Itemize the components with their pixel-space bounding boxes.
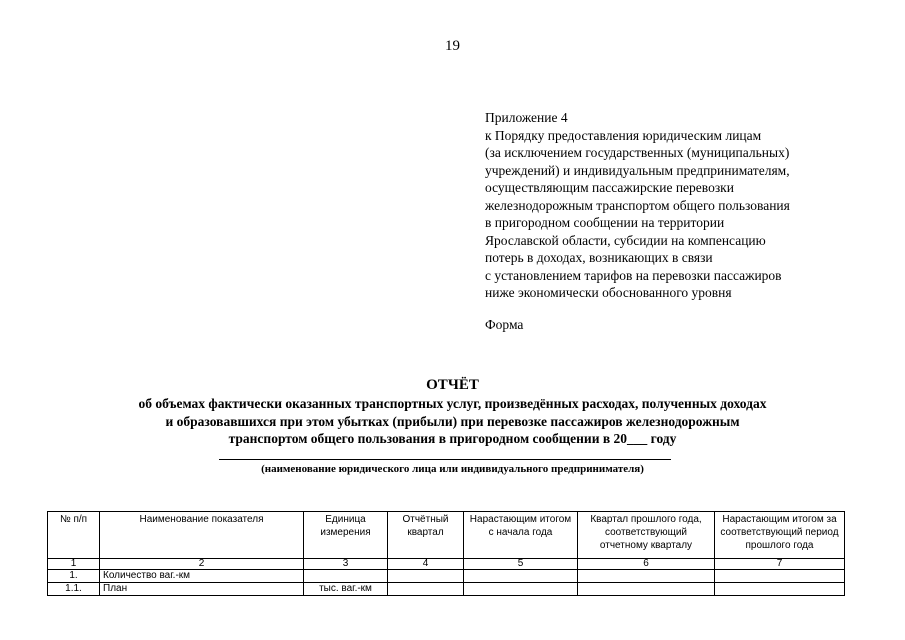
appendix-line: в пригородном сообщении на территории xyxy=(485,215,725,230)
page-number: 19 xyxy=(445,38,460,54)
table-cell xyxy=(715,583,845,596)
column-header: Отчётный квартал xyxy=(388,512,464,559)
column-header: Квартал прошлого года, соответствующий отчетному кварталу xyxy=(578,512,715,559)
table-cell: Количество ваг.-км xyxy=(100,570,304,583)
entity-name-underline xyxy=(219,459,671,460)
column-number: 4 xyxy=(388,559,464,570)
column-number: 6 xyxy=(578,559,715,570)
table-row xyxy=(48,583,845,596)
appendix-block xyxy=(485,109,885,302)
report-subtitle-line: и образовавшихся при этом убытках (прибыли) при перевозке пассажиров железнодорожным xyxy=(165,413,740,429)
table-cell xyxy=(715,570,845,583)
table-cell: тыс. ваг.-км xyxy=(304,583,388,596)
report-title-block xyxy=(0,375,905,448)
appendix-line: (за исключением государственных (муниципальных) xyxy=(485,145,790,160)
report-subtitle-line: транспортом общего пользования в пригородном сообщении в 20___ году xyxy=(228,431,677,446)
appendix-line: с установлением тарифов на перевозки пассажиров xyxy=(485,267,782,283)
report-table xyxy=(47,511,845,596)
column-header: № п/п xyxy=(48,512,100,559)
column-number: 2 xyxy=(100,559,304,570)
report-subtitle-line: об объемах фактически оказанных транспортных услуг, произведённых расходах, полученных доходах xyxy=(138,396,767,411)
appendix-line: Ярославской области, субсидии на компенсацию xyxy=(485,232,766,248)
entity-caption: (наименование юридического лица или индивидуального предпринимателя) xyxy=(261,463,644,475)
appendix-line: потерь в доходах, возникающих в связи xyxy=(485,250,713,265)
column-number: 3 xyxy=(304,559,388,570)
appendix-line: учреждений) и индивидуальным предпринимателям, xyxy=(485,162,790,178)
table-row xyxy=(48,570,845,583)
column-header: Наименование показателя xyxy=(100,512,304,559)
appendix-line: ниже экономически обоснованного уровня xyxy=(485,285,732,300)
table-cell xyxy=(388,570,464,583)
table-cell: 1.1. xyxy=(48,583,100,596)
column-header: Единица измерения xyxy=(304,512,388,559)
appendix-line: к Порядку предоставления юридическим лицам xyxy=(485,127,762,143)
table-cell xyxy=(578,570,715,583)
form-label: Форма xyxy=(485,317,524,332)
column-header: Нарастающим итогом за соответствующий период прошлого года xyxy=(715,512,845,559)
column-number: 1 xyxy=(48,559,100,570)
appendix-line: осуществляющим пассажирские перевозки xyxy=(485,180,734,195)
column-number-row xyxy=(48,559,845,570)
column-number: 5 xyxy=(464,559,578,570)
table-cell: 1. xyxy=(48,570,100,583)
appendix-line: железнодорожным транспортом общего пользования xyxy=(485,197,790,213)
table-cell xyxy=(578,583,715,596)
report-title: ОТЧЁТ xyxy=(426,377,479,393)
table-cell: План xyxy=(100,583,304,596)
column-number: 7 xyxy=(715,559,845,570)
table-cell xyxy=(388,583,464,596)
table-header-row xyxy=(48,512,845,559)
table-cell xyxy=(464,570,578,583)
table-cell xyxy=(464,583,578,596)
table-cell xyxy=(304,570,388,583)
appendix-line: Приложение 4 xyxy=(485,110,568,125)
column-header: Нарастающим итогом с начала года xyxy=(464,512,578,559)
